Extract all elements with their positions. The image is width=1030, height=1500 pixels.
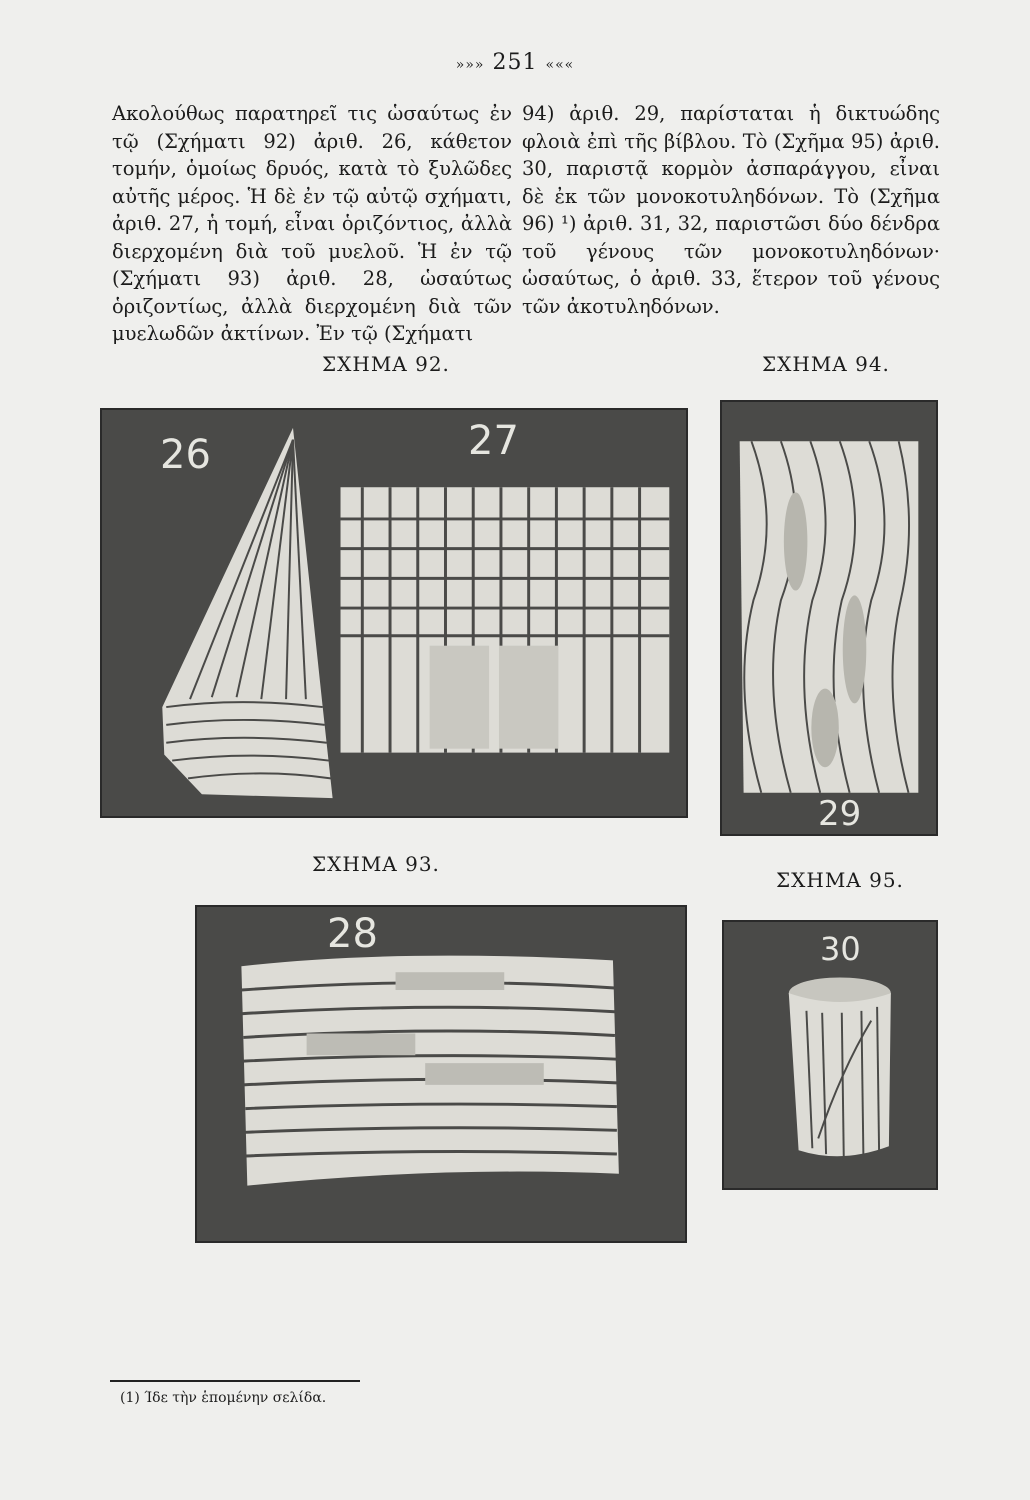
figure-label-30: 30	[820, 930, 861, 968]
figure-label-28: 28	[327, 911, 378, 957]
text-column-left: Ακολούθως παρατηρεῖ τις ὡσαύτως ἐν τῷ (Σχήματι 92) ἀριθ. 26, κάθετον τομήν, ὁμοίως δρυός, κατὰ τὸ ξυλῶδες αὐτῆς μέρος. Ἡ δὲ ἐν τῷ αὐτῷ σχήματι, ἀριθ. 27, ἡ τομή, εἶναι ὁριζόντιος, ἀλλὰ διερχομένη διὰ τοῦ μυελοῦ. Ἡ ἐν τῷ (Σχήματι 93) ἀριθ. 28, ὡσαύτως ὁριζοντίως, ἀλλὰ διερχομένη διὰ τῶν μυελωδῶν ἀκτίνων. Ἐν τῷ (Σχήματι	[112, 102, 512, 345]
figure-94-engraving	[720, 400, 938, 836]
figure-95-engraving	[722, 920, 938, 1190]
footnote: (1) Ίδε τὴν ἑπομένην σελίδα.	[120, 1390, 327, 1406]
ornament-left: »»»	[455, 57, 485, 73]
page-number: 251	[492, 50, 538, 75]
figure-94-caption: ΣΧΗΜΑ 94.	[762, 352, 890, 376]
figure-95-caption: ΣΧΗΜΑ 95.	[776, 868, 904, 892]
figure-label-27: 27	[468, 418, 519, 464]
figure-93-engraving	[195, 905, 687, 1243]
page-number-line	[0, 50, 1030, 75]
figure-92-caption: ΣΧΗΜΑ 92.	[322, 352, 450, 376]
footnote-divider	[110, 1380, 360, 1382]
text-column-right: 94) ἀριθ. 29, παρίσταται ἡ δικτυώδης φλοιὰ ἐπὶ τῆς βίβλου. Τὸ (Σχῆμα 95) ἀριθ. 30, παριστᾷ κορμὸν ἀσπαράγγου, εἶναι δὲ ἐκ τῶν μονοκοτυληδόνων. Τὸ (Σχῆμα 96) ¹) ἀριθ. 31, 32, παριστῶσι δύο δένδρα τοῦ γένους τῶν μονοκοτυληδόνων· ὡσαύτως, ὁ ἀριθ. 33, ἕτερον τοῦ γένους τῶν ἀκοτυληδόνων.	[522, 102, 940, 318]
figure-92-engraving	[100, 408, 688, 818]
figure-93-caption: ΣΧΗΜΑ 93.	[312, 852, 440, 876]
figure-94-illustration	[722, 402, 936, 834]
figure-93-illustration	[197, 907, 685, 1241]
figure-label-29: 29	[818, 794, 862, 834]
ornament-right: «««	[545, 57, 575, 73]
figure-label-26: 26	[160, 432, 211, 478]
